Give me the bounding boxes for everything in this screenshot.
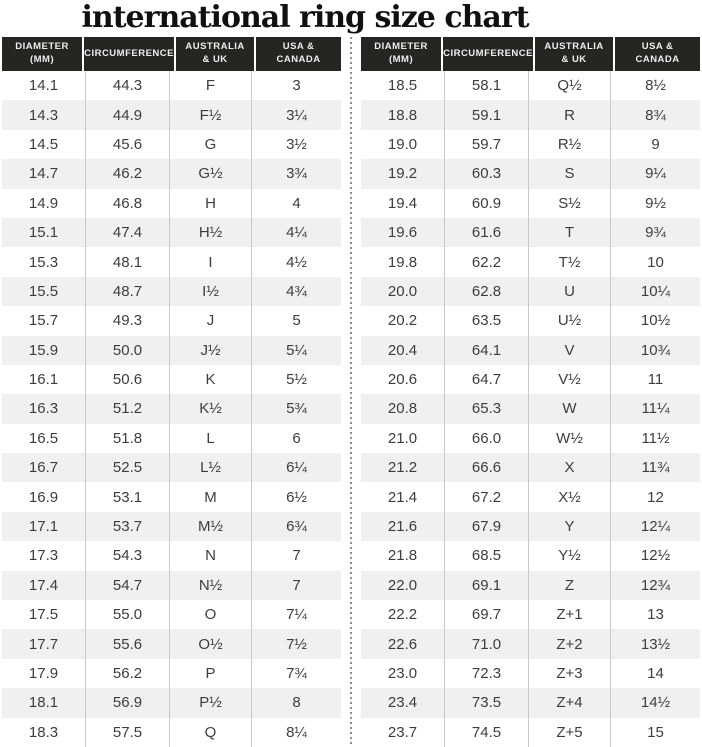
- table-cell: 22.2: [361, 600, 445, 629]
- table-cell: 48.7: [86, 277, 170, 306]
- table-cell: Y½: [529, 541, 611, 570]
- table-cell: F½: [170, 100, 252, 129]
- table-cell: I: [170, 247, 252, 276]
- table-row: [2, 688, 341, 717]
- table-row: [361, 277, 700, 306]
- tables-container: [0, 37, 702, 747]
- table-cell: 51.2: [86, 394, 170, 423]
- table-cell: 4¼: [286, 224, 307, 242]
- header-cell-circumference: [443, 37, 533, 71]
- table-row: [2, 247, 341, 276]
- table-cell: 16.9: [2, 482, 86, 511]
- table-cell: 73.5: [445, 688, 529, 717]
- table-row: [2, 659, 341, 688]
- table-row: [361, 71, 700, 100]
- table-cell: U: [529, 277, 611, 306]
- table-cell: 3½: [286, 135, 307, 153]
- table-cell: 18.8: [361, 100, 445, 129]
- table-cell: 17.7: [2, 629, 86, 658]
- table-cell: 56.2: [86, 659, 170, 688]
- table-cell: G½: [170, 159, 252, 188]
- table-cell: 69.7: [445, 600, 529, 629]
- table-cell: 12½: [640, 547, 671, 565]
- table-cell: 11: [647, 371, 664, 389]
- right-table-body: [361, 71, 700, 747]
- table-cell: 72.3: [445, 659, 529, 688]
- table-cell: 20.0: [361, 277, 445, 306]
- table-cell: 6½: [286, 488, 307, 506]
- table-cell: O½: [170, 629, 252, 658]
- table-cell: Y: [529, 512, 611, 541]
- table-cell: 6: [292, 429, 301, 447]
- table-cell: 11¼: [641, 400, 670, 418]
- header-cell-australia-uk: [535, 37, 613, 71]
- header-line: & UK: [561, 54, 587, 65]
- table-row: [361, 159, 700, 188]
- table-cell: 19.4: [361, 189, 445, 218]
- table-cell: 46.8: [86, 189, 170, 218]
- table-row: [2, 130, 341, 159]
- left-table-body: [2, 71, 341, 747]
- table-cell: 52.5: [86, 453, 170, 482]
- table-cell: 22.6: [361, 629, 445, 658]
- table-cell: 21.8: [361, 541, 445, 570]
- table-cell: 15.1: [2, 218, 86, 247]
- table-cell: 62.8: [445, 277, 529, 306]
- table-cell: 14.3: [2, 100, 86, 129]
- table-cell: 64.1: [445, 336, 529, 365]
- table-cell: 6¼: [286, 459, 307, 477]
- table-row: [361, 130, 700, 159]
- table-cell: V½: [529, 365, 611, 394]
- header-cell-usa-canada: [256, 37, 341, 71]
- table-cell: 63.5: [445, 306, 529, 335]
- table-row: [361, 189, 700, 218]
- table-row: [2, 218, 341, 247]
- table-cell: 15.3: [2, 247, 86, 276]
- table-cell: M½: [170, 512, 252, 541]
- header-cell-circumference: [84, 37, 174, 71]
- table-cell: N: [170, 541, 252, 570]
- table-cell: V: [529, 336, 611, 365]
- page-title: international ring size chart: [81, 0, 529, 35]
- table-cell: 58.1: [445, 71, 529, 100]
- table-row: [2, 541, 341, 570]
- table-cell: 8¾: [645, 106, 666, 124]
- header-cell-diameter: [2, 37, 82, 71]
- table-row: [2, 718, 341, 747]
- table-cell: 15.7: [2, 306, 86, 335]
- table-cell: 16.3: [2, 394, 86, 423]
- table-cell: 71.0: [445, 629, 529, 658]
- table-cell: L½: [170, 453, 252, 482]
- table-row: [2, 100, 341, 129]
- table-cell: 50.0: [86, 336, 170, 365]
- header-line: AUSTRALIA: [185, 41, 245, 53]
- table-cell: 21.4: [361, 482, 445, 511]
- table-cell: 45.6: [86, 130, 170, 159]
- table-cell: T½: [529, 247, 611, 276]
- table-row: [361, 600, 700, 629]
- table-cell: Z+5: [529, 718, 611, 747]
- table-cell: 16.1: [2, 365, 86, 394]
- table-cell: 60.3: [445, 159, 529, 188]
- table-cell: 7: [292, 576, 301, 594]
- table-cell: 18.3: [2, 718, 86, 747]
- table-row: [361, 365, 700, 394]
- table-cell: 15.9: [2, 336, 86, 365]
- table-cell: 19.6: [361, 218, 445, 247]
- table-row: [2, 394, 341, 423]
- table-row: [361, 306, 700, 335]
- table-cell: 7¾: [286, 665, 307, 682]
- header-line: CIRCUMFERENCE: [443, 47, 533, 59]
- table-row: [2, 71, 341, 100]
- table-row: [361, 336, 700, 365]
- table-cell: 46.2: [86, 159, 170, 188]
- table-cell: I½: [170, 277, 252, 306]
- dotted-divider: [341, 37, 361, 747]
- table-cell: 66.0: [445, 424, 529, 453]
- table-cell: 14.5: [2, 130, 86, 159]
- table-cell: W: [529, 394, 611, 423]
- table-cell: 54.3: [86, 541, 170, 570]
- table-cell: 44.9: [86, 100, 170, 129]
- table-cell: 10½: [640, 312, 671, 330]
- table-cell: J½: [170, 336, 252, 365]
- table-cell: 17.4: [2, 571, 86, 600]
- table-cell: G: [170, 130, 252, 159]
- table-cell: 67.9: [445, 512, 529, 541]
- table-cell: 10¼: [640, 282, 671, 300]
- table-cell: 19.8: [361, 247, 445, 276]
- header-line: & UK: [202, 54, 228, 65]
- right-table-header: [361, 37, 700, 71]
- table-cell: 13: [647, 606, 664, 624]
- table-row: [361, 541, 700, 570]
- table-cell: 50.6: [86, 365, 170, 394]
- table-cell: 60.9: [445, 189, 529, 218]
- table-cell: 10¾: [640, 341, 671, 359]
- table-row: [361, 394, 700, 423]
- table-cell: 14.9: [2, 189, 86, 218]
- header-line: CANADA: [276, 54, 321, 65]
- table-cell: 8½: [645, 77, 666, 95]
- header-line: CIRCUMFERENCE: [84, 47, 174, 59]
- table-cell: 74.5: [445, 718, 529, 747]
- table-cell: 62.2: [445, 247, 529, 276]
- table-row: [2, 453, 341, 482]
- table-cell: 8: [292, 694, 301, 712]
- header-line: DIAMETER: [15, 41, 69, 53]
- table-row: [361, 571, 700, 600]
- table-cell: Z+1: [529, 600, 611, 629]
- table-cell: 3¼: [286, 106, 307, 124]
- table-cell: 15: [647, 723, 664, 741]
- table-cell: 56.9: [86, 688, 170, 717]
- table-cell: 53.1: [86, 482, 170, 511]
- table-cell: 20.4: [361, 336, 445, 365]
- table-cell: 22.0: [361, 571, 445, 600]
- table-cell: T: [529, 218, 611, 247]
- table-cell: 4: [292, 194, 301, 212]
- table-cell: 14.1: [2, 71, 86, 100]
- table-cell: X: [529, 453, 611, 482]
- table-cell: 57.5: [86, 718, 170, 747]
- table-cell: P½: [170, 688, 252, 717]
- table-cell: 20.8: [361, 394, 445, 423]
- table-cell: N½: [170, 571, 252, 600]
- table-cell: 61.6: [445, 218, 529, 247]
- table-cell: Z+3: [529, 659, 611, 688]
- table-cell: 17.3: [2, 541, 86, 570]
- left-table-header: [2, 37, 341, 71]
- table-cell: J: [170, 306, 252, 335]
- table-row: [2, 424, 341, 453]
- header-line: USA &: [282, 41, 315, 53]
- table-row: [361, 512, 700, 541]
- table-cell: 16.7: [2, 453, 86, 482]
- table-cell: Z+2: [529, 629, 611, 658]
- table-cell: 23.4: [361, 688, 445, 717]
- table-row: [361, 688, 700, 717]
- table-cell: 5¾: [286, 400, 307, 418]
- table-cell: S: [529, 159, 611, 188]
- table-cell: 59.1: [445, 100, 529, 129]
- header-cell-australia-uk: [176, 37, 254, 71]
- table-cell: S½: [529, 189, 611, 218]
- table-cell: 48.1: [86, 247, 170, 276]
- table-cell: Q: [170, 718, 252, 747]
- table-cell: 13½: [640, 635, 671, 653]
- table-cell: 9¾: [645, 224, 666, 242]
- table-cell: 16.5: [2, 424, 86, 453]
- table-cell: P: [170, 659, 252, 688]
- table-cell: 67.2: [445, 482, 529, 511]
- table-row: [361, 247, 700, 276]
- table-cell: U½: [529, 306, 611, 335]
- table-row: [2, 600, 341, 629]
- ring-table-left: [2, 37, 341, 747]
- header-line: USA &: [641, 41, 674, 53]
- table-cell: 5: [292, 312, 301, 330]
- table-cell: 8¼: [286, 723, 307, 741]
- header-line: (MM): [29, 54, 55, 65]
- table-cell: H½: [170, 218, 252, 247]
- table-cell: 55.6: [86, 629, 170, 658]
- table-cell: K: [170, 365, 252, 394]
- table-cell: 21.2: [361, 453, 445, 482]
- header-line: CANADA: [635, 54, 680, 65]
- table-cell: 44.3: [86, 71, 170, 100]
- table-cell: 54.7: [86, 571, 170, 600]
- table-cell: 19.0: [361, 130, 445, 159]
- table-cell: 64.7: [445, 365, 529, 394]
- table-cell: 23.0: [361, 659, 445, 688]
- table-cell: 14½: [640, 694, 671, 712]
- table-row: [361, 659, 700, 688]
- table-cell: 11½: [641, 429, 670, 447]
- ring-table-right: [361, 37, 700, 747]
- table-row: [2, 277, 341, 306]
- table-cell: 15.5: [2, 277, 86, 306]
- table-row: [361, 100, 700, 129]
- table-cell: 9: [651, 135, 660, 153]
- table-cell: 65.3: [445, 394, 529, 423]
- table-row: [2, 512, 341, 541]
- table-cell: W½: [529, 424, 611, 453]
- table-cell: 55.0: [86, 600, 170, 629]
- table-cell: 49.3: [86, 306, 170, 335]
- table-cell: 18.1: [2, 688, 86, 717]
- table-row: [2, 482, 341, 511]
- table-cell: 3¾: [286, 165, 307, 183]
- header-line: DIAMETER: [374, 41, 428, 53]
- table-cell: 69.1: [445, 571, 529, 600]
- table-cell: 12: [647, 488, 664, 506]
- table-cell: 17.5: [2, 600, 86, 629]
- table-cell: 12¾: [640, 576, 671, 594]
- table-cell: O: [170, 600, 252, 629]
- table-cell: 20.6: [361, 365, 445, 394]
- table-cell: 12¼: [640, 518, 671, 536]
- table-cell: 68.5: [445, 541, 529, 570]
- table-cell: 11¾: [641, 459, 670, 477]
- table-cell: 53.7: [86, 512, 170, 541]
- table-cell: R: [529, 100, 611, 129]
- table-row: [361, 453, 700, 482]
- table-cell: 7½: [286, 635, 307, 653]
- table-cell: 23.7: [361, 718, 445, 747]
- header-cell-diameter: [361, 37, 441, 71]
- table-cell: 4¾: [286, 282, 307, 300]
- table-row: [361, 218, 700, 247]
- header-line: AUSTRALIA: [544, 41, 604, 53]
- table-row: [2, 571, 341, 600]
- table-cell: 66.6: [445, 453, 529, 482]
- table-cell: Q½: [529, 71, 611, 100]
- table-cell: 17.1: [2, 512, 86, 541]
- table-cell: 3: [292, 77, 301, 95]
- table-row: [361, 629, 700, 658]
- table-cell: 5½: [286, 371, 307, 389]
- table-cell: 18.5: [361, 71, 445, 100]
- table-cell: 21.6: [361, 512, 445, 541]
- table-cell: 4½: [286, 253, 307, 271]
- table-cell: 10: [647, 253, 664, 271]
- table-cell: 14: [647, 665, 664, 682]
- table-cell: 19.2: [361, 159, 445, 188]
- table-cell: 7: [292, 547, 301, 565]
- table-cell: 51.8: [86, 424, 170, 453]
- table-cell: 17.9: [2, 659, 86, 688]
- table-cell: R½: [529, 130, 611, 159]
- table-cell: L: [170, 424, 252, 453]
- table-row: [2, 336, 341, 365]
- table-row: [361, 482, 700, 511]
- header-cell-usa-canada: [615, 37, 700, 71]
- table-row: [361, 424, 700, 453]
- table-cell: 47.4: [86, 218, 170, 247]
- table-cell: 9½: [645, 194, 666, 212]
- table-cell: X½: [529, 482, 611, 511]
- table-row: [2, 159, 341, 188]
- table-cell: Z: [529, 571, 611, 600]
- table-cell: 20.2: [361, 306, 445, 335]
- table-cell: H: [170, 189, 252, 218]
- table-row: [2, 629, 341, 658]
- table-cell: 9¼: [645, 165, 666, 183]
- table-cell: 59.7: [445, 130, 529, 159]
- header-line: (MM): [388, 54, 414, 65]
- table-row: [2, 365, 341, 394]
- table-row: [361, 718, 700, 747]
- table-cell: 14.7: [2, 159, 86, 188]
- table-cell: 6¾: [286, 518, 307, 536]
- table-cell: K½: [170, 394, 252, 423]
- table-cell: Z+4: [529, 688, 611, 717]
- table-cell: 5¼: [286, 341, 307, 359]
- table-cell: 7¼: [286, 606, 307, 624]
- table-cell: F: [170, 71, 252, 100]
- table-row: [2, 189, 341, 218]
- table-row: [2, 306, 341, 335]
- table-cell: 21.0: [361, 424, 445, 453]
- table-cell: M: [170, 482, 252, 511]
